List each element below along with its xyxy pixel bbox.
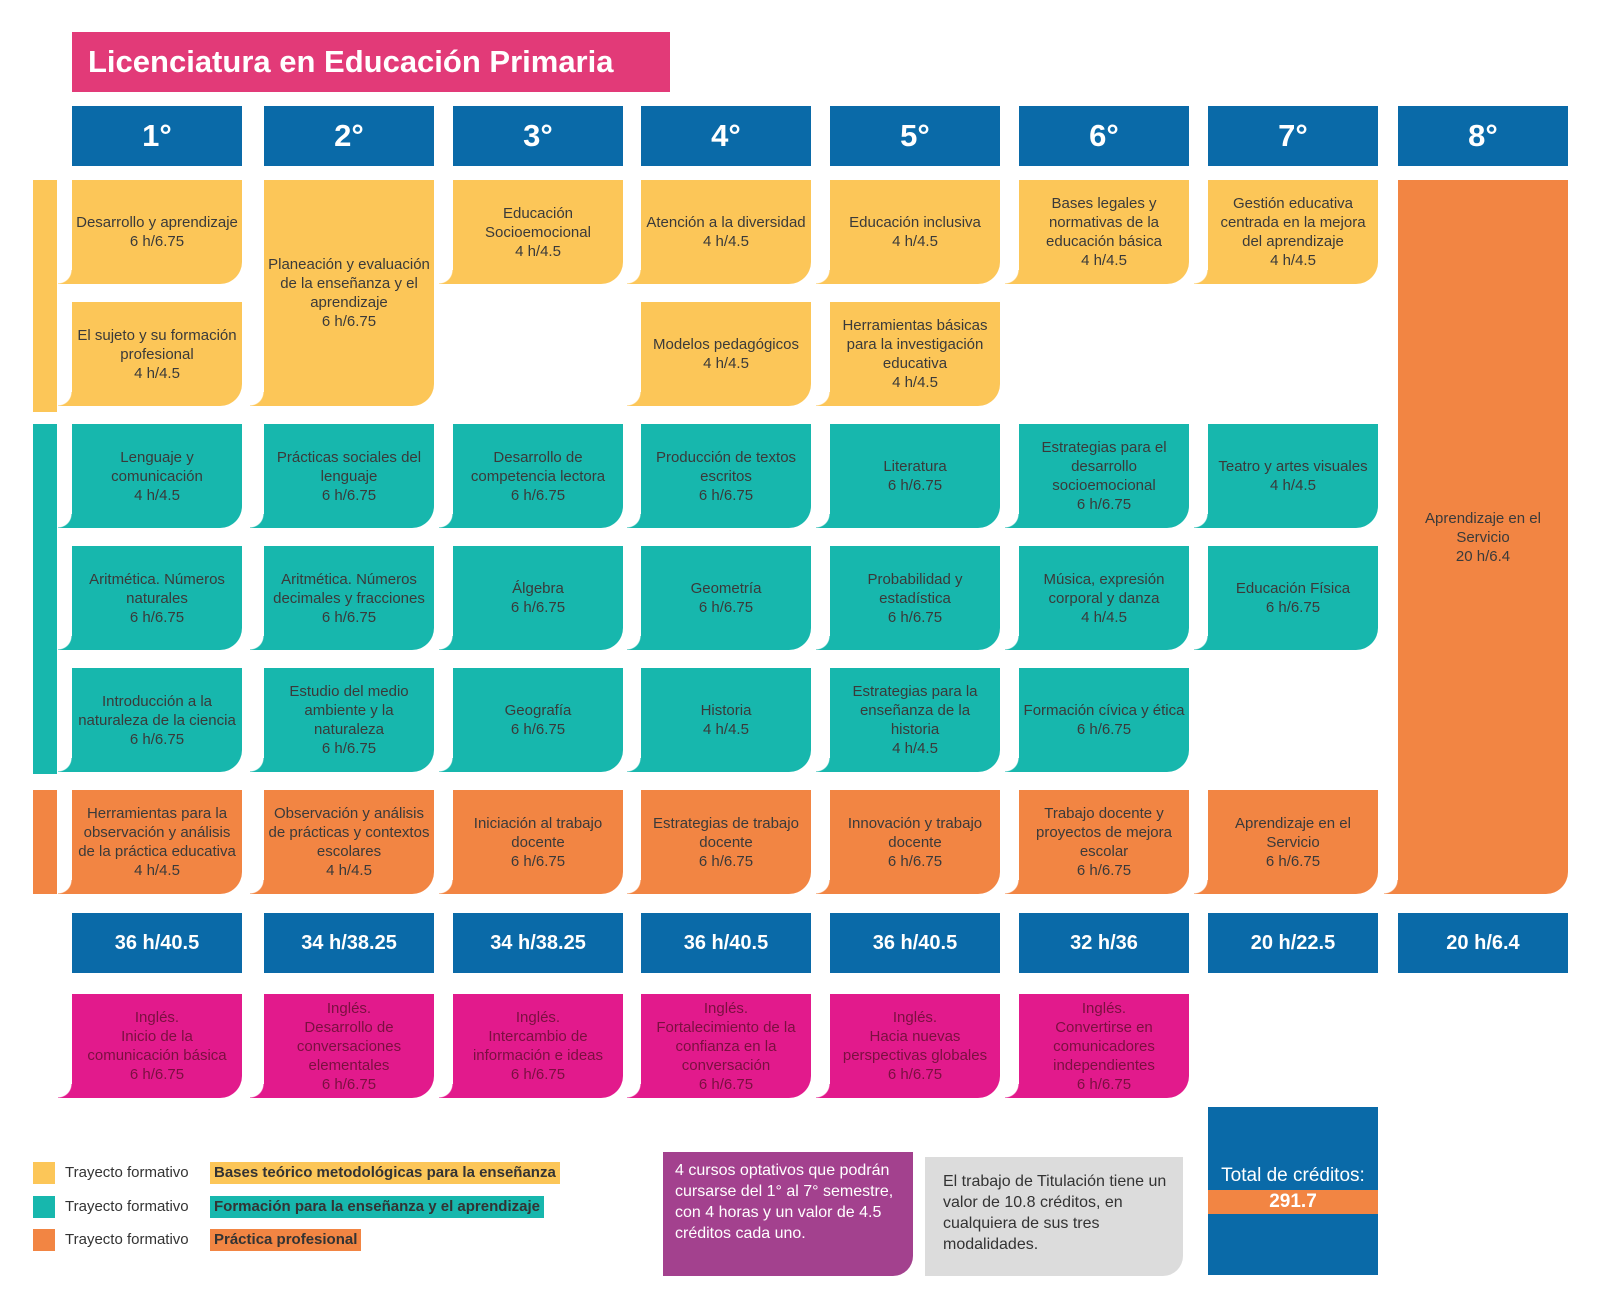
titulacion-note: El trabajo de Titulación tiene un valor de 10.8 créditos, en cualquiera de sus tres modalidades. [925, 1157, 1183, 1276]
course-gestion-educativa: Gestión educativa centrada en la mejora del aprendizaje 4 h/4.5 [1208, 180, 1378, 284]
total-credits-value: 291.7 [1208, 1190, 1378, 1214]
semester-header-2: 2° [264, 106, 434, 166]
course-medio-ambiente: Estudio del medio ambiente y la naturaleza 6 h/6.75 [264, 668, 434, 772]
course-competencia-lectora: Desarrollo de competencia lectora 6 h/6.75 [453, 424, 623, 528]
legend-prefix: Trayecto formativo [65, 1164, 189, 1181]
semester-total-5: 36 h/40.5 [830, 913, 1000, 973]
course-estrategias-trabajo-docente: Estrategias de trabajo docente 6 h/6.75 [641, 790, 811, 894]
legend-swatch-practica [33, 1229, 55, 1251]
course-probabilidad-estadistica: Probabilidad y estadística 6 h/6.75 [830, 546, 1000, 650]
semester-header-3: 3° [453, 106, 623, 166]
course-aprendizaje-servicio-8: Aprendizaje en el Servicio 20 h/6.4 [1398, 180, 1568, 894]
course-naturaleza-ciencia: Introducción a la naturaleza de la ciencia 6 h/6.75 [72, 668, 242, 772]
course-atencion-diversidad: Atención a la diversidad 4 h/4.5 [641, 180, 811, 284]
semester-total-1: 36 h/40.5 [72, 913, 242, 973]
course-teatro-artes: Teatro y artes visuales 4 h/4.5 [1208, 424, 1378, 528]
semester-total-2: 34 h/38.25 [264, 913, 434, 973]
course-herramientas-investigacion: Herramientas básicas para la investigación educativa 4 h/4.5 [830, 302, 1000, 406]
track-bar-practica [33, 790, 57, 894]
course-ingles-5: Inglés. Hacia nuevas perspectivas globales 6 h/6.75 [830, 994, 1000, 1098]
course-ingles-4: Inglés. Fortalecimiento de la confianza en la conversación 6 h/6.75 [641, 994, 811, 1098]
legend-swatch-bases [33, 1162, 55, 1184]
course-observacion-analisis: Observación y análisis de prácticas y contextos escolares 4 h/4.5 [264, 790, 434, 894]
legend-prefix: Trayecto formativo [65, 1198, 189, 1215]
page-title: Licenciatura en Educación Primaria [72, 32, 670, 92]
course-geografia: Geografía 6 h/6.75 [453, 668, 623, 772]
course-educacion-fisica: Educación Física 6 h/6.75 [1208, 546, 1378, 650]
legend-label-formacion: Formación para la enseñanza y el aprendizaje [210, 1196, 544, 1218]
semester-header-1: 1° [72, 106, 242, 166]
track-bar-bases [33, 180, 57, 412]
course-formacion-civica: Formación cívica y ética 6 h/6.75 [1019, 668, 1189, 772]
semester-total-6: 32 h/36 [1019, 913, 1189, 973]
course-sujeto-formacion: El sujeto y su formación profesional 4 h/4.5 [72, 302, 242, 406]
optional-courses-note: 4 cursos optativos que podrán cursarse del 1° al 7° semestre, con 4 horas y un valor de 4.5 créditos cada uno. [663, 1152, 913, 1276]
semester-total-7: 20 h/22.5 [1208, 913, 1378, 973]
legend-label-practica: Práctica profesional [210, 1229, 361, 1251]
legend-prefix: Trayecto formativo [65, 1231, 189, 1248]
semester-header-5: 5° [830, 106, 1000, 166]
semester-header-4: 4° [641, 106, 811, 166]
course-ingles-1: Inglés. Inicio de la comunicación básica 6 h/6.75 [72, 994, 242, 1098]
course-aritmetica-decimales: Aritmética. Números decimales y fracciones 6 h/6.75 [264, 546, 434, 650]
course-aritmetica-naturales: Aritmética. Números naturales 6 h/6.75 [72, 546, 242, 650]
course-modelos-pedagogicos: Modelos pedagógicos 4 h/4.5 [641, 302, 811, 406]
course-ingles-6: Inglés. Convertirse en comunicadores independientes 6 h/6.75 [1019, 994, 1189, 1098]
semester-header-6: 6° [1019, 106, 1189, 166]
semester-header-8: 8° [1398, 106, 1568, 166]
course-ingles-2: Inglés. Desarrollo de conversaciones elementales 6 h/6.75 [264, 994, 434, 1098]
course-ingles-3: Inglés. Intercambio de información e ideas 6 h/6.75 [453, 994, 623, 1098]
course-lenguaje-comunicacion: Lenguaje y comunicación 4 h/4.5 [72, 424, 242, 528]
course-herramientas-observacion: Herramientas para la observación y análisis de la práctica educativa 4 h/4.5 [72, 790, 242, 894]
course-geometria: Geometría 6 h/6.75 [641, 546, 811, 650]
course-literatura: Literatura 6 h/6.75 [830, 424, 1000, 528]
course-educacion-inclusiva: Educación inclusiva 4 h/4.5 [830, 180, 1000, 284]
course-iniciacion-trabajo-docente: Iniciación al trabajo docente 6 h/6.75 [453, 790, 623, 894]
track-bar-formacion [33, 424, 57, 774]
semester-total-8: 20 h/6.4 [1398, 913, 1568, 973]
semester-total-3: 34 h/38.25 [453, 913, 623, 973]
course-produccion-textos: Producción de textos escritos 6 h/6.75 [641, 424, 811, 528]
semester-total-4: 36 h/40.5 [641, 913, 811, 973]
course-desarrollo-socioemocional: Estrategias para el desarrollo socioemocional 6 h/6.75 [1019, 424, 1189, 528]
course-planeacion-evaluacion: Planeación y evaluación de la enseñanza y el aprendizaje 6 h/6.75 [264, 180, 434, 406]
legend-swatch-formacion [33, 1196, 55, 1218]
course-algebra: Álgebra 6 h/6.75 [453, 546, 623, 650]
legend-label-bases: Bases teórico metodológicas para la enseñanza [210, 1162, 560, 1184]
semester-header-7: 7° [1208, 106, 1378, 166]
course-ensenanza-historia: Estrategias para la enseñanza de la historia 4 h/4.5 [830, 668, 1000, 772]
total-credits-label: Total de créditos: [1221, 1165, 1365, 1186]
course-proyectos-mejora: Trabajo docente y proyectos de mejora escolar 6 h/6.75 [1019, 790, 1189, 894]
course-practicas-sociales-lenguaje: Prácticas sociales del lenguaje 6 h/6.75 [264, 424, 434, 528]
course-innovacion-trabajo-docente: Innovación y trabajo docente 6 h/6.75 [830, 790, 1000, 894]
course-historia: Historia 4 h/4.5 [641, 668, 811, 772]
course-bases-legales: Bases legales y normativas de la educación básica 4 h/4.5 [1019, 180, 1189, 284]
course-musica-expresion: Música, expresión corporal y danza 4 h/4.5 [1019, 546, 1189, 650]
course-educacion-socioemocional: Educación Socioemocional 4 h/4.5 [453, 180, 623, 284]
total-credits-box [1208, 1107, 1378, 1275]
course-desarrollo-aprendizaje: Desarrollo y aprendizaje 6 h/6.75 [72, 180, 242, 284]
course-aprendizaje-servicio-7: Aprendizaje en el Servicio 6 h/6.75 [1208, 790, 1378, 894]
